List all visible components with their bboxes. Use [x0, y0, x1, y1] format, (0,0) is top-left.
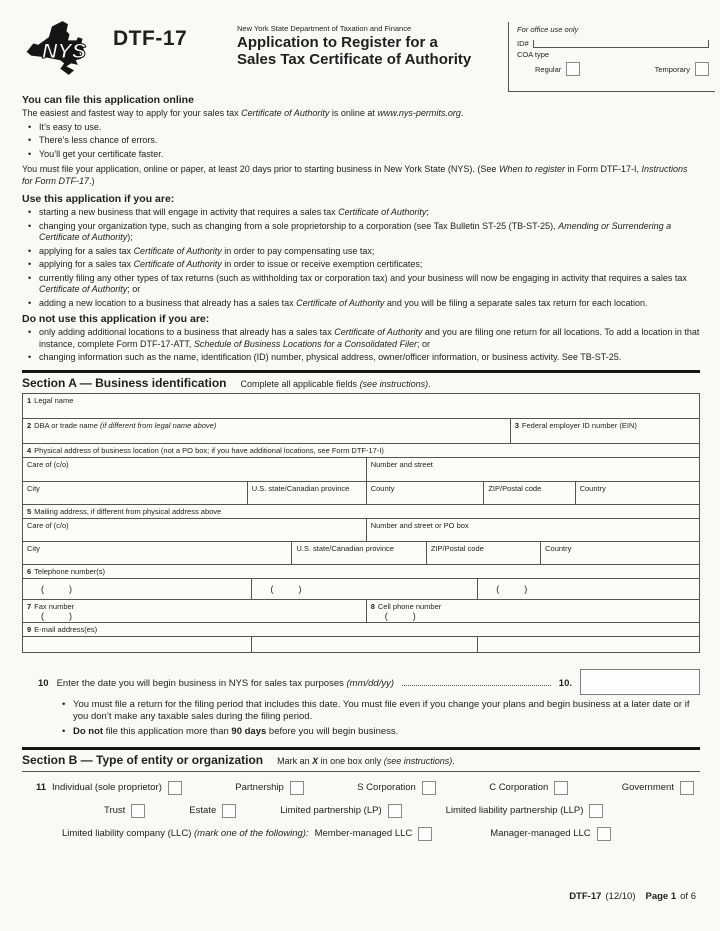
logo-nys-text: NYS: [41, 38, 87, 63]
section-b-header: [22, 753, 700, 772]
mailing-address-header-cell: 5 Mailing address, if different from physical address above: [27, 506, 222, 516]
footer-form-code: DTF-17: [569, 891, 602, 902]
coa-type-label: COA type: [517, 50, 550, 59]
cell-phone-label: Cell phone number: [377, 601, 442, 611]
item-10-ref: 10.: [558, 677, 572, 689]
entity-type-row-1: [22, 781, 700, 795]
physical-county-input-cell[interactable]: [366, 482, 484, 504]
mailing-state-label: U.S. state/Canadian province: [296, 543, 394, 553]
form-title-block: [237, 24, 507, 68]
email-2-input-cell[interactable]: [251, 637, 477, 652]
physical-care-of-label: Care of (c/o): [27, 459, 69, 469]
entity-trust-label: Trust: [104, 805, 126, 816]
footer-revision: (12/10): [605, 891, 636, 902]
dba-name-label: DBA or trade name (if different from legal name above): [34, 420, 217, 430]
list-item: • changing information such as the name, identification (ID) number, physical address, owner/officer information, or business activity. See TB-ST-25.: [28, 352, 622, 362]
telephone-header-cell: 6 Telephone number(s): [27, 566, 106, 576]
do-not-use-heading: Do not use this application if you are:: [22, 313, 210, 325]
entity-trust-checkbox[interactable]: [131, 804, 145, 818]
physical-city-label: City: [27, 483, 40, 493]
physical-country-input-cell[interactable]: [575, 482, 699, 504]
list-item: • starting a new business that will engage in activity that requires a sales tax Certificate of Authority;: [28, 207, 429, 217]
mailing-country-label: Country: [545, 543, 572, 553]
physical-county-label: County: [370, 483, 395, 493]
physical-street-label: Number and street: [370, 459, 433, 469]
entity-partnership-checkbox[interactable]: [290, 781, 304, 795]
form-code: DTF-17: [113, 27, 188, 50]
item-11-number: 11: [36, 782, 47, 793]
id-number-input[interactable]: [533, 40, 709, 48]
online-filing-lead: The easiest and fastest way to apply for your sales tax Certificate of Authority is online at www.nys-permits.org.: [22, 108, 464, 118]
mailing-care-of-label: Care of (c/o): [27, 520, 69, 530]
form-title-line2: Sales Tax Certificate of Authority: [237, 51, 472, 68]
id-number-label: ID#: [517, 39, 529, 48]
entity-llp-label: Limited liability partnership (LLP): [445, 805, 584, 816]
physical-zip-input-cell[interactable]: [483, 482, 574, 504]
entity-llc-label: Limited liability company (LLC) (mark one of the following):: [62, 828, 309, 839]
dba-name-input-cell[interactable]: 2 DBA or trade name (if different from legal name above): [27, 420, 217, 430]
entity-manager-managed-label: Manager-managed LLC: [490, 828, 591, 839]
entity-government-label: Government: [621, 782, 674, 793]
list-item: • only adding additional locations to a business that already has a sales tax Certificate of Authority and you are filing one return for all locations. To add a location in that instance, complete Form DTF-17-ATT, Schedule of Business Locations for a Consolidated Filer; or: [28, 327, 700, 349]
online-filing-bullets: [22, 122, 700, 161]
do-not-use-bullets: [22, 327, 700, 364]
physical-state-label: U.S. state/Canadian province: [251, 483, 350, 493]
section-a-divider: [22, 370, 700, 373]
entity-government-checkbox[interactable]: [680, 781, 694, 795]
footer-page-of: of 6: [680, 891, 696, 902]
legal-name-input-cell[interactable]: 1 Legal name: [27, 395, 74, 405]
list-item: • currently filing any other types of tax returns (such as withholding tax or corporation tax) and your business will now be engaging in activity that requires a sales tax Certificate of Authority; or: [28, 272, 687, 294]
agency-name: New York State Department of Taxation and Finance: [237, 24, 412, 33]
physical-care-of-input-cell[interactable]: [23, 458, 366, 481]
dotted-leader: [402, 685, 551, 686]
list-item: • adding a new location to a business that already has a sales tax Certificate of Authority and you will be filing a separate sales tax return for each location.: [28, 297, 648, 308]
fax-number-label: Fax number: [34, 601, 75, 611]
physical-address-header-cell: 4 Physical address of business location (not a PO box; if you have additional locations, see Form DTF-17-I): [27, 445, 384, 455]
physical-country-label: Country: [579, 483, 606, 493]
entity-c-corporation-label: C Corporation: [489, 782, 549, 793]
section-b-subtitle: Mark an X in one box only (see instructions).: [277, 755, 455, 766]
entity-s-corporation-checkbox[interactable]: [422, 781, 436, 795]
coa-temporary-label: Temporary: [654, 64, 690, 74]
page-footer: [569, 891, 696, 902]
entity-member-managed-label: Member-managed LLC: [314, 828, 413, 839]
mailing-street-label: Number and street or PO box: [370, 520, 469, 530]
entity-member-managed-checkbox[interactable]: [418, 827, 432, 841]
entity-llp-checkbox[interactable]: [589, 804, 603, 818]
telephone-label: Telephone number(s): [34, 566, 106, 576]
email-header-cell: 9 E-mail address(es): [27, 624, 98, 634]
mailing-city-label: City: [27, 543, 40, 553]
list-item: • You must file a return for the filing period that includes this date. You must file even if you change your plans and begin business at a later date or if you don’t make any taxable sales during the filing period.: [62, 698, 690, 722]
section-b-divider: [22, 747, 700, 750]
section-a-title: Section A — Business identification: [22, 375, 227, 390]
entity-manager-managed-checkbox[interactable]: [597, 827, 611, 841]
telephone-2-input-cell[interactable]: ( ): [251, 579, 477, 599]
telephone-3-input-cell[interactable]: ( ): [477, 579, 699, 599]
begin-date-input-box[interactable]: [580, 669, 700, 695]
list-item: • Do not file this application more than 90 days before you will begin business.: [62, 725, 399, 737]
email-3-input-cell[interactable]: [477, 637, 699, 652]
section-a-header: [22, 376, 700, 390]
physical-zip-label: ZIP/Postal code: [488, 483, 542, 493]
nys-state-logo: [22, 16, 114, 80]
item-10-number: 10: [38, 677, 49, 689]
physical-state-input-cell[interactable]: [247, 482, 366, 504]
office-use-box: [508, 22, 715, 92]
form-body: [22, 94, 700, 841]
telephone-1-input-cell[interactable]: ( ): [41, 583, 72, 594]
mailing-country-input-cell[interactable]: [540, 542, 699, 564]
mailing-state-input-cell[interactable]: [291, 542, 426, 564]
mailing-zip-input-cell[interactable]: [426, 542, 540, 564]
mailing-zip-label: ZIP/Postal code: [430, 543, 484, 553]
entity-individual-checkbox[interactable]: [168, 781, 182, 795]
office-use-label: For office use only: [517, 25, 579, 34]
entity-estate-checkbox[interactable]: [222, 804, 236, 818]
begin-date-label: Enter the date you will begin business in NYS for sales tax purposes (mm/dd/yy): [56, 677, 394, 689]
ein-label: Federal employer ID number (EIN): [521, 420, 637, 430]
section-b-title: Section B — Type of entity or organization: [22, 752, 264, 767]
mailing-city-input-cell[interactable]: [23, 542, 291, 564]
cell-phone-input-cell[interactable]: 8 Cell phone number ( ): [366, 600, 699, 622]
form-title-line1: Application to Register for a: [237, 34, 438, 51]
coa-temporary-checkbox[interactable]: [695, 62, 709, 76]
physical-street-input-cell[interactable]: [366, 458, 699, 481]
mailing-street-input-cell[interactable]: [366, 519, 699, 541]
entity-s-corporation-label: S Corporation: [357, 782, 416, 793]
email-label: E-mail address(es): [34, 624, 98, 634]
entity-individual-label: Individual (sole proprietor): [52, 782, 162, 793]
entity-c-corporation-checkbox[interactable]: [554, 781, 568, 795]
entity-type-row-3: [22, 827, 700, 841]
fax-number-input-cell[interactable]: 7 Fax number ( ): [27, 601, 75, 621]
begin-date-line: [22, 669, 700, 695]
email-1-input-cell[interactable]: [23, 637, 251, 652]
list-item: • applying for a sales tax Certificate of Authority in order to pay compensating use tax;: [28, 245, 375, 256]
coa-regular-checkbox[interactable]: [566, 62, 580, 76]
coa-regular-label: Regular: [535, 64, 562, 74]
filing-deadline-note: You must file your application, online or paper, at least 20 days prior to starting business in New York State (NYS). (See When to register in Form DTF-17-I, Instructions for Form DTF-17.): [22, 164, 688, 186]
legal-name-label: Legal name: [34, 395, 74, 405]
mailing-address-label: Mailing address, if different from physical address above: [34, 506, 222, 516]
online-filing-heading: You can file this application online: [22, 94, 194, 106]
entity-lp-checkbox[interactable]: [388, 804, 402, 818]
use-application-heading: Use this application if you are:: [22, 193, 175, 205]
begin-date-notes: [56, 699, 692, 738]
list-item: • changing your organization type, such as changing from a sole proprietorship to a corporation (see Tax Bulletin ST-25 (TB-ST-25), Amending or Surrendering a Certificate of Authority);: [28, 220, 672, 242]
use-application-bullets: [22, 207, 700, 309]
entity-partnership-label: Partnership: [235, 782, 284, 793]
footer-page-number: Page 1: [645, 891, 677, 902]
new-york-state-silhouette-icon: [22, 16, 114, 80]
physical-city-input-cell[interactable]: [23, 482, 247, 504]
business-identification-table: [22, 393, 700, 653]
physical-address-label: Physical address of business location (not a PO box; if you have additional locations, see Form DTF-17-I): [34, 445, 384, 455]
list-item: • There’s less chance of errors.: [28, 135, 158, 145]
entity-estate-label: Estate: [189, 805, 217, 816]
list-item: • It’s easy to use.: [28, 121, 102, 132]
list-item: • applying for a sales tax Certificate of Authority in order to issue or receive exemption certificates;: [28, 259, 423, 269]
section-a-subtitle: Complete all applicable fields (see instructions).: [240, 378, 431, 389]
entity-lp-label: Limited partnership (LP): [280, 805, 382, 816]
entity-type-row-2: [22, 804, 700, 818]
ein-input-cell[interactable]: 3 Federal employer ID number (EIN): [510, 419, 699, 443]
list-item: • You’ll get your certificate faster.: [28, 148, 164, 159]
mailing-care-of-input-cell[interactable]: [23, 519, 366, 541]
